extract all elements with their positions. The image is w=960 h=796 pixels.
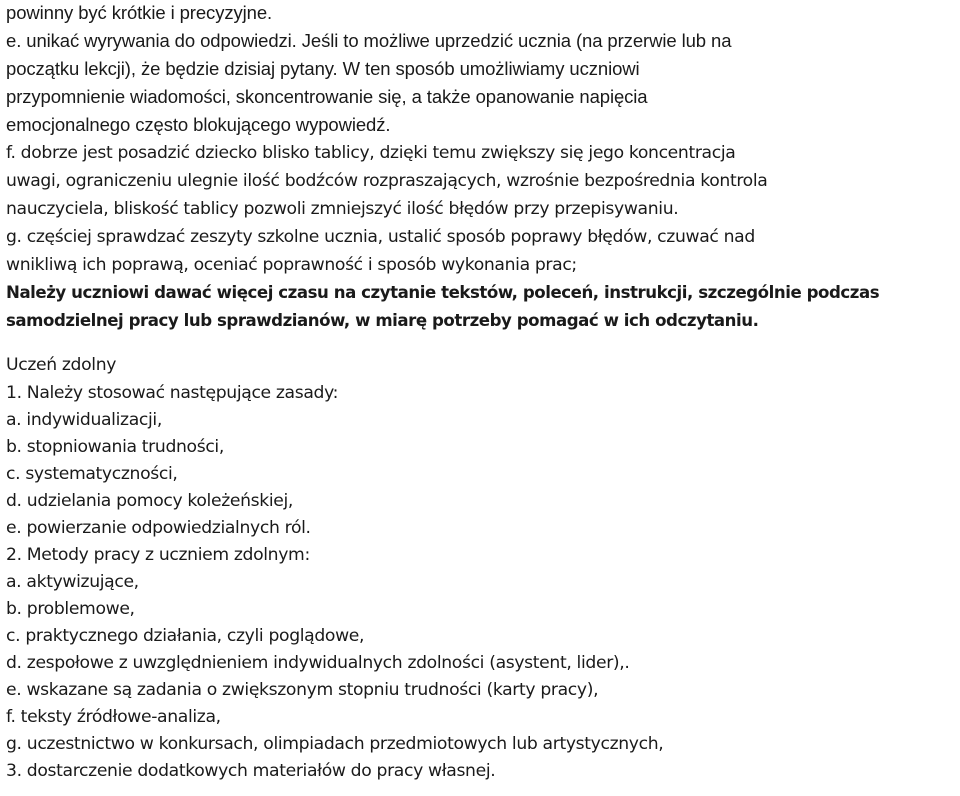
list-item: a. aktywizujące, [6,572,139,592]
text-line: g. częściej sprawdzać zeszyty szkolne ucznia, ustalić sposób poprawy błędów, czuwać nad [6,227,755,247]
text-line: f. dobrze jest posadzić dziecko blisko tablicy, dzięki temu zwiększy się jego koncentracja [6,143,736,163]
text-line: początku lekcji), że będzie dzisiaj pytany. W ten sposób umożliwiamy uczniowi [6,58,640,79]
text-line: e. unikać wyrywania do odpowiedzi. Jeśli to możliwe uprzedzić ucznia (na przerwie lub na [6,30,732,51]
text-line: przypomnienie wiadomości, skoncentrowanie się, a także opanowanie napięcia [6,86,648,107]
list-item: 1. Należy stosować następujące zasady: [6,383,339,403]
section-heading: Uczeń zdolny [6,355,117,375]
list-item: d. udzielania pomocy koleżeńskiej, [6,491,294,511]
list-item: g. uczestnictwo w konkursach, olimpiadach przedmiotowych lub artystycznych, [6,734,664,754]
list-item: a. indywidualizacji, [6,410,162,430]
list-item: e. wskazane są zadania o zwiększonym stopniu trudności (karty pracy), [6,680,599,700]
text-line: wnikliwą ich poprawą, oceniać poprawność i sposób wykonania prac; [6,255,577,275]
list-item: b. problemowe, [6,599,135,619]
bold-note-line: Należy uczniowi dawać więcej czasu na czytanie tekstów, poleceń, instrukcji, szczególnie podczas [6,283,880,302]
list-item: c. praktycznego działania, czyli poglądowe, [6,626,365,646]
text-line: nauczyciela, bliskość tablicy pozwoli zmniejszyć ilość błędów przy przepisywaniu. [6,199,679,219]
list-item: b. stopniowania trudności, [6,437,224,457]
bold-note-line: samodzielnej pracy lub sprawdzianów, w miarę potrzeby pomagać w ich odczytaniu. [6,311,759,330]
list-item: d. zespołowe z uwzględnieniem indywidualnych zdolności (asystent, lider),. [6,653,630,673]
text-line: uwagi, ograniczeniu ulegnie ilość bodźców rozpraszających, wzrośnie bezpośrednia kontrola [6,171,768,191]
text-line: powinny być krótkie i precyzyjne. [6,2,273,23]
list-item: f. teksty źródłowe-analiza, [6,707,221,727]
list-item: e. powierzanie odpowiedzialnych ról. [6,518,311,538]
list-item: 2. Metody pracy z uczniem zdolnym: [6,545,310,565]
list-item: c. systematyczności, [6,464,178,484]
list-item: 3. dostarczenie dodatkowych materiałów do pracy własnej. [6,761,496,781]
text-line: emocjonalnego często blokującego wypowiedź. [6,114,391,135]
